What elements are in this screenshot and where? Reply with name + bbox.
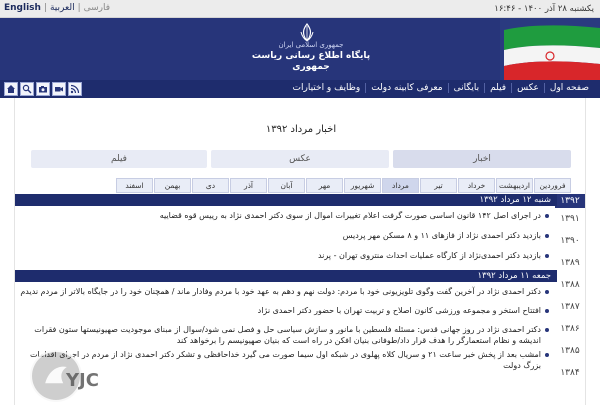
month-tab-ordibehesht[interactable]: اردیبهشت [496,178,533,193]
year-item[interactable]: ۱۳۸۵ [560,346,580,356]
rss-icon[interactable] [68,82,82,96]
news-item[interactable]: افتتاح استخر و مجموعه ورزشی کانون اصلاح و تربیت تهران با حضور دکتر احمدی نژاد [19,305,551,316]
year-item[interactable]: ۱۳۸۶ [560,324,580,334]
news-list [19,286,551,374]
year-list [555,194,585,384]
nav-item-video[interactable]: فیلم [484,83,511,93]
month-tab-mehr[interactable]: مهر [306,178,343,193]
year-item[interactable]: ۱۳۸۹ [560,258,580,268]
news-item[interactable]: دکتر احمدی نژاد در روز جهانی قدس: مسئله فلسطین با مانور و سازش سیاسی حل و فصل نمی شود/سوال از مبنای موجودیت صهیونیستها ستون فقرات اندیشه و نظام استعمارگر را هدف قرار داد/طوفانی بنیان افکن در راه است که بنیان صهیونیسم را برخواهد کند [19,324,551,346]
nav-icon-group [4,82,82,96]
year-item[interactable]: ۱۳۹۱ [560,214,580,224]
tab-video[interactable]: فیلم [31,150,207,168]
site-title[interactable] [250,40,372,73]
nav-item-duties[interactable]: وظایف و اختیارات [292,83,361,93]
page-title: اخبار مرداد ۱۳۹۲ [265,124,337,135]
month-tab-aban[interactable]: آبان [268,178,305,193]
tab-news[interactable]: اخبار [393,150,571,168]
camera-icon[interactable] [36,82,50,96]
language-switcher [4,3,110,13]
month-tab-farvardin[interactable]: فروردین [534,178,571,193]
day-header: جمعه ۱۱ مرداد ۱۳۹۲ [15,270,557,282]
news-item[interactable]: بازدید دکتر احمدی‌نژاد از کارگاه عملیات احداث منتروی تهران - پرند [19,250,551,261]
month-tab-shahrivar[interactable]: شهریور [344,178,381,193]
lang-english-link[interactable]: English [4,3,41,13]
site-subtitle: جمهوری اسلامی ایران [278,41,344,49]
lang-separator: | [43,3,47,13]
nav-item-photo[interactable]: عکس [511,83,544,93]
month-tab-dey[interactable]: دی [192,178,229,193]
news-item[interactable]: دکتر احمدی نژاد در آخرین گفت وگوی تلویزیونی خود با مردم: دولت نهم و دهم به عهد خود با مردم وفادار ماند / همچنان خود را در جایگاه بالاتر از مردم ندیدم [19,286,551,297]
watermark-text: YJC [66,370,99,391]
content-type-tabs [31,150,571,168]
month-tab-azar[interactable]: آذر [230,178,267,193]
main-nav [0,80,600,98]
lang-arabic-link[interactable]: العربية [49,3,75,13]
iran-flag-image [500,18,600,80]
lang-persian-link[interactable]: فارسی [83,3,111,13]
nav-item-home[interactable]: صفحه اول [544,83,594,93]
site-title-text: پایگاه اطلاع رسانی ریاست جمهوری [251,51,371,72]
month-tab-khordad[interactable]: خرداد [458,178,495,193]
nav-menu [288,83,594,93]
search-icon[interactable] [20,82,34,96]
lang-separator: | [77,3,81,13]
home-icon[interactable] [4,82,18,96]
tab-photo[interactable]: عکس [211,150,389,168]
month-tab-bahman[interactable]: بهمن [154,178,191,193]
archive-content [14,98,586,405]
month-tabs [59,178,571,193]
news-item[interactable]: بازدید دکتر احمدی نژاد از فازهای ۱۱ و ۸ مسکن مهر پردیس [19,230,551,241]
current-date: یکشنبه ۲۸ آذر ۱۴۰۰ - ۱۶:۴۶ [494,4,594,14]
year-item[interactable]: ۱۳۸۷ [560,302,580,312]
month-tab-tir[interactable]: تیر [420,178,457,193]
top-bar [0,0,600,18]
nav-item-cabinet[interactable]: معرفی کابینه دولت [365,83,447,93]
video-icon[interactable] [52,82,66,96]
year-item[interactable]: ۱۳۹۲ [555,194,585,208]
month-tab-esfand[interactable]: اسفند [116,178,153,193]
news-list [19,210,551,264]
day-header: شنبه ۱۲ مرداد ۱۳۹۲ [15,194,557,206]
news-item[interactable]: امشب بعد از پخش خبر ساعت ۲۱ و سریال کلاه پهلوی در شبکه اول سیما صورت می گیرد خداحافظی و تشکر دکتر احمدی نژاد از مردم در اجرای اقدامات بزرگ دولت [19,349,551,371]
month-tab-mordad[interactable]: مرداد [382,178,419,193]
year-item[interactable]: ۱۳۸۴ [560,368,580,378]
year-item[interactable]: ۱۳۸۸ [560,280,580,290]
year-item[interactable]: ۱۳۹۰ [560,236,580,246]
nav-item-archive[interactable]: بایگانی [448,83,484,93]
news-item[interactable]: در اجرای اصل ۱۴۲ قانون اساسی صورت گرفت اعلام تغییرات اموال از سوی دکتر احمدی نژاد به رییس قوه قضاییه [19,210,551,221]
